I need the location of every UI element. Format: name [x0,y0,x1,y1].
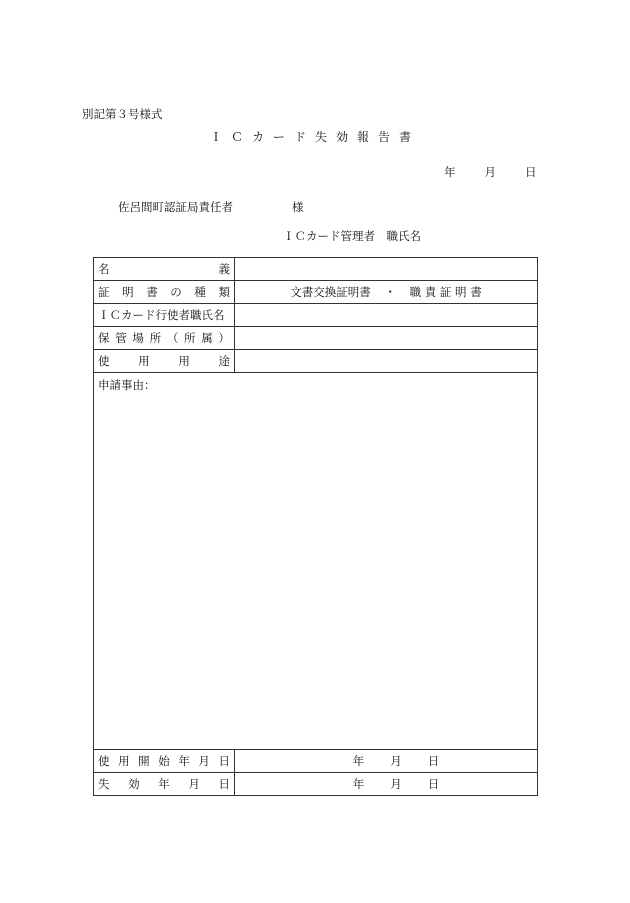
cert-type-label [98,284,230,300]
cert-option-official-duty[interactable]: 職 責 証 明 書 [409,285,482,299]
cert-option-document-exchange[interactable]: 文書交換証明書 [290,285,371,299]
expiry-date-month: 月 [390,777,402,791]
storage-label-cell [94,327,235,350]
label-char: 年 [158,777,170,791]
usage-value-cell[interactable] [235,350,538,373]
label-char: 用 [178,354,190,368]
start-date-fields [239,753,533,769]
label-char: の [170,285,182,299]
storage-label [98,330,230,346]
document-title: ＩＣカード失効報告書 [209,130,420,144]
name-label [98,261,230,277]
label-char: 明 [122,285,134,299]
name-label-cell [94,258,235,281]
addressee: 佐呂間町認証局責任者 [118,200,233,214]
table-row [94,373,538,750]
start-date-value-cell[interactable] [235,750,538,773]
cert-separator: ・ [384,285,396,299]
table-row [94,281,538,304]
label-char: 管 [115,331,127,345]
label-char: 失 [98,777,110,791]
card-manager-label: ＩＣカード管理者 職氏名 [283,229,421,243]
label-char: 場 [132,331,144,345]
table-row [94,327,538,350]
label-char: 類 [218,285,230,299]
label-char: 名 [98,262,110,276]
label-char: 使 [98,754,110,768]
start-date-day: 日 [427,754,440,768]
form-number: 別記第３号様式 [82,107,163,121]
card-user-label: ＩＣカード行使者職氏名 [98,308,225,322]
addressee-honorific: 様 [292,200,304,214]
label-char: 月 [198,754,210,768]
label-char: 日 [218,754,230,768]
name-value-cell[interactable] [235,258,538,281]
reason-label: 申請事由： [98,378,156,392]
label-char: 保 [98,331,110,345]
label-char: 開 [138,754,150,768]
report-form-table [93,257,538,796]
start-date-month: 月 [390,754,402,768]
label-char: 種 [194,285,206,299]
expiry-date-fields [239,776,533,792]
label-char: 日 [218,777,230,791]
expiry-date-year: 年 [352,777,365,791]
label-char: ） [218,331,230,345]
card-user-label-cell [94,304,235,327]
usage-label-cell [94,350,235,373]
label-char: 義 [218,262,230,276]
table-row [94,750,538,773]
start-date-label [98,753,230,769]
label-char: 所 [149,331,162,345]
expiry-date-label [98,776,230,792]
cert-type-label-cell [94,281,235,304]
report-date: 年 月 日 [444,165,539,179]
label-char: 始 [158,754,170,768]
table-row [94,304,538,327]
table-row [94,350,538,373]
card-user-value-cell[interactable] [235,304,538,327]
table-row [94,258,538,281]
label-char: 所 [184,331,196,345]
label-char: 証 [98,285,110,299]
reason-cell[interactable] [94,373,538,750]
start-date-year: 年 [352,754,365,768]
label-char: 使 [98,354,110,368]
expiry-date-label-cell [94,773,235,796]
label-char: 用 [138,354,150,368]
start-date-label-cell [94,750,235,773]
label-char: 効 [128,777,140,791]
expiry-date-day: 日 [427,777,440,791]
label-char: 書 [146,285,158,299]
expiry-date-value-cell[interactable] [235,773,538,796]
usage-label [98,353,230,369]
label-char: 属 [201,331,213,345]
label-char: （ [166,331,179,345]
label-char: 用 [118,754,130,768]
table-row [94,773,538,796]
label-char: 年 [178,754,190,768]
storage-value-cell[interactable] [235,327,538,350]
label-char: 途 [218,354,230,368]
label-char: 月 [188,777,200,791]
cert-type-value-cell[interactable] [235,281,538,304]
